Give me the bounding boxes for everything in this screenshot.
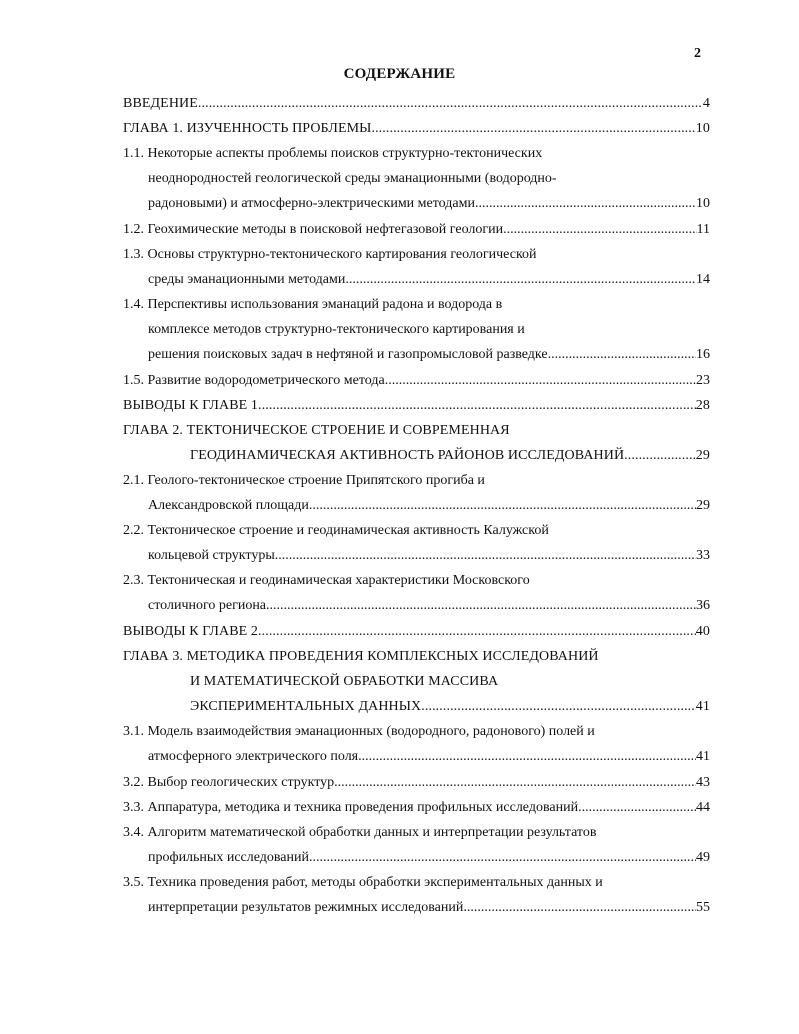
- toc-page-number: 28: [695, 398, 710, 413]
- toc-entry-line-final: [148, 268, 710, 292]
- toc-page-number: 41: [696, 749, 710, 764]
- toc-entry-line-final: [123, 796, 710, 820]
- toc-entry-text: 3.1. Модель взаимодействия эманационных (водородного, радонового) полей и: [123, 724, 595, 739]
- toc-entry-text: 3.3. Аппаратура, методика и техника проведения профильных исследований: [123, 800, 579, 815]
- toc-page-number: 11: [696, 222, 710, 237]
- toc-entry-text: 1.3. Основы структурно-тектонического картирования геологической: [123, 247, 537, 262]
- dot-leader: [548, 343, 696, 367]
- dot-leader: [258, 394, 696, 418]
- toc-entry-text: 2.2. Тектоническое строение и геодинамическая активность Калужской: [123, 523, 549, 538]
- toc-entry-text: интерпретации результатов режимных исследований: [148, 900, 464, 915]
- toc-entry-line-final: [123, 620, 710, 644]
- toc-page-number: 55: [696, 900, 710, 915]
- dot-leader: [258, 620, 696, 644]
- toc-entry-text: 2.3. Тектоническая и геодинамическая характеристики Московского: [123, 573, 530, 588]
- toc-page-number: 4: [702, 96, 710, 111]
- toc-entry-line: [123, 645, 710, 669]
- toc-entry-line-final: [190, 444, 710, 468]
- dot-leader: [309, 494, 696, 518]
- toc-entry-text: 2.1. Геолого-тектоническое строение Припятского прогиба и: [123, 473, 485, 488]
- toc-entry-line-final: [148, 846, 710, 870]
- toc-entry-line: [148, 167, 710, 191]
- dot-leader: [463, 896, 696, 920]
- toc-entry-line: [123, 821, 710, 845]
- toc-entry-line-final: [148, 896, 710, 920]
- dot-leader: [309, 846, 696, 870]
- toc-page-number: 16: [696, 347, 710, 362]
- toc-entry-line-final: [148, 745, 710, 769]
- toc-page-number: 10: [696, 196, 710, 211]
- toc-page-number: 44: [696, 800, 710, 815]
- toc-page-number: 33: [696, 548, 710, 563]
- dot-leader: [385, 369, 696, 393]
- toc-entry-line-final: [123, 92, 710, 116]
- toc-page-number: 14: [696, 272, 710, 287]
- toc-entry-text: профильных исследований: [148, 850, 309, 865]
- toc-entry-line: [123, 243, 710, 267]
- toc-entry-text: 1.2. Геохимические методы в поисковой нефтегазовой геологии: [123, 222, 504, 237]
- toc-entry-line: [123, 419, 710, 443]
- toc-entry-line: [123, 142, 710, 166]
- toc-entry-text: ГЕОДИНАМИЧЕСКАЯ АКТИВНОСТЬ РАЙОНОВ ИССЛЕДОВАНИЙ: [190, 448, 625, 463]
- toc-page-number: 43: [696, 775, 710, 790]
- toc-entry-text: решения поисковых задач в нефтяной и газопромысловой разведке: [148, 347, 548, 362]
- dot-leader: [578, 796, 696, 820]
- dot-leader: [421, 695, 696, 719]
- toc-entry-line: [190, 670, 710, 694]
- toc-entry-text: 1.5. Развитие водородометрического метода: [123, 373, 385, 388]
- toc-entry-text: кольцевой структуры: [148, 548, 275, 563]
- toc-entry-text: ГЛАВА 3. МЕТОДИКА ПРОВЕДЕНИЯ КОМПЛЕКСНЫХ ИССЛЕДОВАНИЙ: [123, 649, 599, 664]
- toc-page-number: 10: [695, 121, 710, 136]
- toc-entry-line-final: [148, 594, 710, 618]
- toc-entry-text: ВЫВОДЫ К ГЛАВЕ 2: [123, 624, 259, 639]
- toc-entry-text: ГЛАВА 2. ТЕКТОНИЧЕСКОЕ СТРОЕНИЕ И СОВРЕМЕННАЯ: [123, 423, 510, 438]
- toc-entry-line-final: [148, 544, 710, 568]
- toc-entry-line-final: [148, 343, 710, 367]
- toc-entry-line-final: [123, 771, 710, 795]
- toc-entry-line-final: [148, 494, 710, 518]
- toc-entry-line-final: [123, 369, 710, 393]
- toc-entry-line: [148, 318, 710, 342]
- toc-page-number: 23: [696, 373, 710, 388]
- toc-entry-text: 3.5. Техника проведения работ, методы обработки экспериментальных данных и: [123, 875, 603, 890]
- toc-title: СОДЕРЖАНИЕ: [343, 66, 456, 82]
- toc-entry-text: И МАТЕМАТИЧЕСКОЙ ОБРАБОТКИ МАССИВА: [190, 674, 499, 689]
- toc-page-number: 40: [695, 624, 710, 639]
- dot-leader: [198, 92, 703, 116]
- toc-entry-text: 3.2. Выбор геологических структур: [123, 775, 335, 790]
- toc-page-number: 36: [696, 598, 710, 613]
- toc-entry-text: радоновыми) и атмосферно-электрическими методами: [148, 196, 475, 211]
- toc-entry-line-final: [123, 218, 710, 242]
- toc-entry-text: атмосферного электрического поля: [148, 749, 359, 764]
- toc-entry-text: 1.4. Перспективы использования эманаций радона и водорода в: [123, 297, 503, 312]
- toc-entry-text: Александровской площади: [148, 498, 309, 513]
- toc-entry-line: [123, 469, 710, 493]
- toc-entry-text: ГЛАВА 1. ИЗУЧЕННОСТЬ ПРОБЛЕМЫ: [123, 121, 372, 136]
- dot-leader: [624, 444, 696, 468]
- toc-entry-text: ВЫВОДЫ К ГЛАВЕ 1: [123, 398, 259, 413]
- toc-entry-line: [123, 720, 710, 744]
- toc-entry-text: ЭКСПЕРИМЕНТАЛЬНЫХ ДАННЫХ: [190, 699, 422, 714]
- toc-entry-text: 3.4. Алгоритм математической обработки данных и интерпретации результатов: [123, 825, 597, 840]
- dot-leader: [358, 745, 696, 769]
- toc-entry-text: ВВЕДЕНИЕ: [123, 96, 198, 111]
- toc-entry-line: [123, 569, 710, 593]
- toc-entry-line-final: [190, 695, 710, 719]
- toc-entry-line: [123, 293, 710, 317]
- dot-leader: [275, 544, 696, 568]
- toc-entry-line: [123, 519, 710, 543]
- dot-leader: [503, 218, 696, 242]
- toc-page-number: 41: [695, 699, 710, 714]
- toc-page-number: 29: [695, 448, 710, 463]
- dot-leader: [371, 117, 695, 141]
- toc-entry-line-final: [123, 394, 710, 418]
- toc-entry-line: [123, 871, 710, 895]
- toc-entry-line-final: [123, 117, 710, 141]
- toc-entry-text: среды эманационными методами: [148, 272, 346, 287]
- toc-entry-text: неоднородностей геологической среды эманационными (водородно-: [148, 171, 557, 186]
- toc-entry-text: комплексе методов структурно-тектонического картирования и: [148, 322, 525, 337]
- dot-leader: [345, 268, 696, 292]
- toc-entry-line-final: [148, 192, 710, 216]
- toc-page-number: 29: [696, 498, 710, 513]
- toc-entry-text: 1.1. Некоторые аспекты проблемы поисков структурно-тектонических: [123, 146, 543, 161]
- dot-leader: [475, 192, 696, 216]
- page-number: 2: [694, 46, 701, 61]
- toc-page-number: 49: [696, 850, 710, 865]
- toc-entry-text: столичного региона: [148, 598, 267, 613]
- dot-leader: [266, 594, 696, 618]
- dot-leader: [334, 771, 696, 795]
